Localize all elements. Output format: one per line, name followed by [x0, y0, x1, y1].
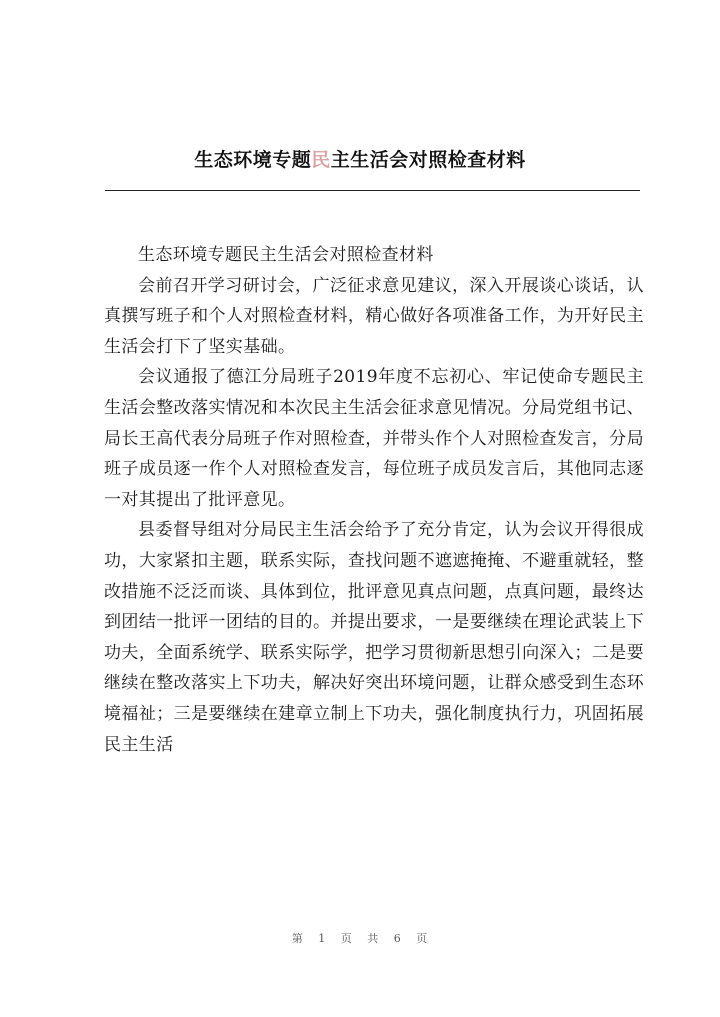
title-text-end: 主生活会对照检查材料 — [330, 149, 526, 171]
page-number-footer: 第 1 页 共 6 页 — [291, 932, 429, 945]
title-highlighted-character: 民 — [311, 149, 331, 171]
paragraph: 县委督导组对分局民主生活会给予了充分肯定，认为会议开得很成功，大家紧扣主题，联系实际，查找问题不遮遮掩掩、不避重就轻，整改措施不泛泛而谈、具体到位，批评意见真点问题，点真问题，最终达到团结一批评一团结的目的。并提出要求，一是要继续在理论武装上下功夫，全面系统学、联系实际学，把学习贯彻新思想引向深入；二是要继续在整改落实上下功夫，解决好突出环境问题，让群众感受到生态环境福祉；三是要继续在建章立制上下功夫，强化制度执行力，巩固拓展民主生活 — [104, 520, 644, 755]
document-title — [0, 146, 720, 174]
paragraph-heading: 生态环境专题民主生活会对照检查材料 — [138, 245, 434, 265]
title-text-start: 生态环境专题 — [194, 149, 312, 171]
paragraph: 会前召开学习研讨会，广泛征求意见建议，深入开展谈心谈话，认真撰写班子和个人对照检查材料，精心做好各项准备工作，为开好民主生活会打下了坚实基础。 — [104, 275, 644, 357]
document-body — [104, 240, 644, 760]
title-divider — [105, 190, 640, 191]
paragraph: 会议通报了德江分局班子2019年度不忘初心、牢记使命专题民主生活会整改落实情况和本次民主生活会征求意见情况。分局党组书记、局长王高代表分局班子作对照检查，并带头作个人对照检查发言，分局班子成员逐一作个人对照检查发言，每位班子成员发言后，其他同志逐一对其提出了批评意见。 — [104, 367, 644, 510]
